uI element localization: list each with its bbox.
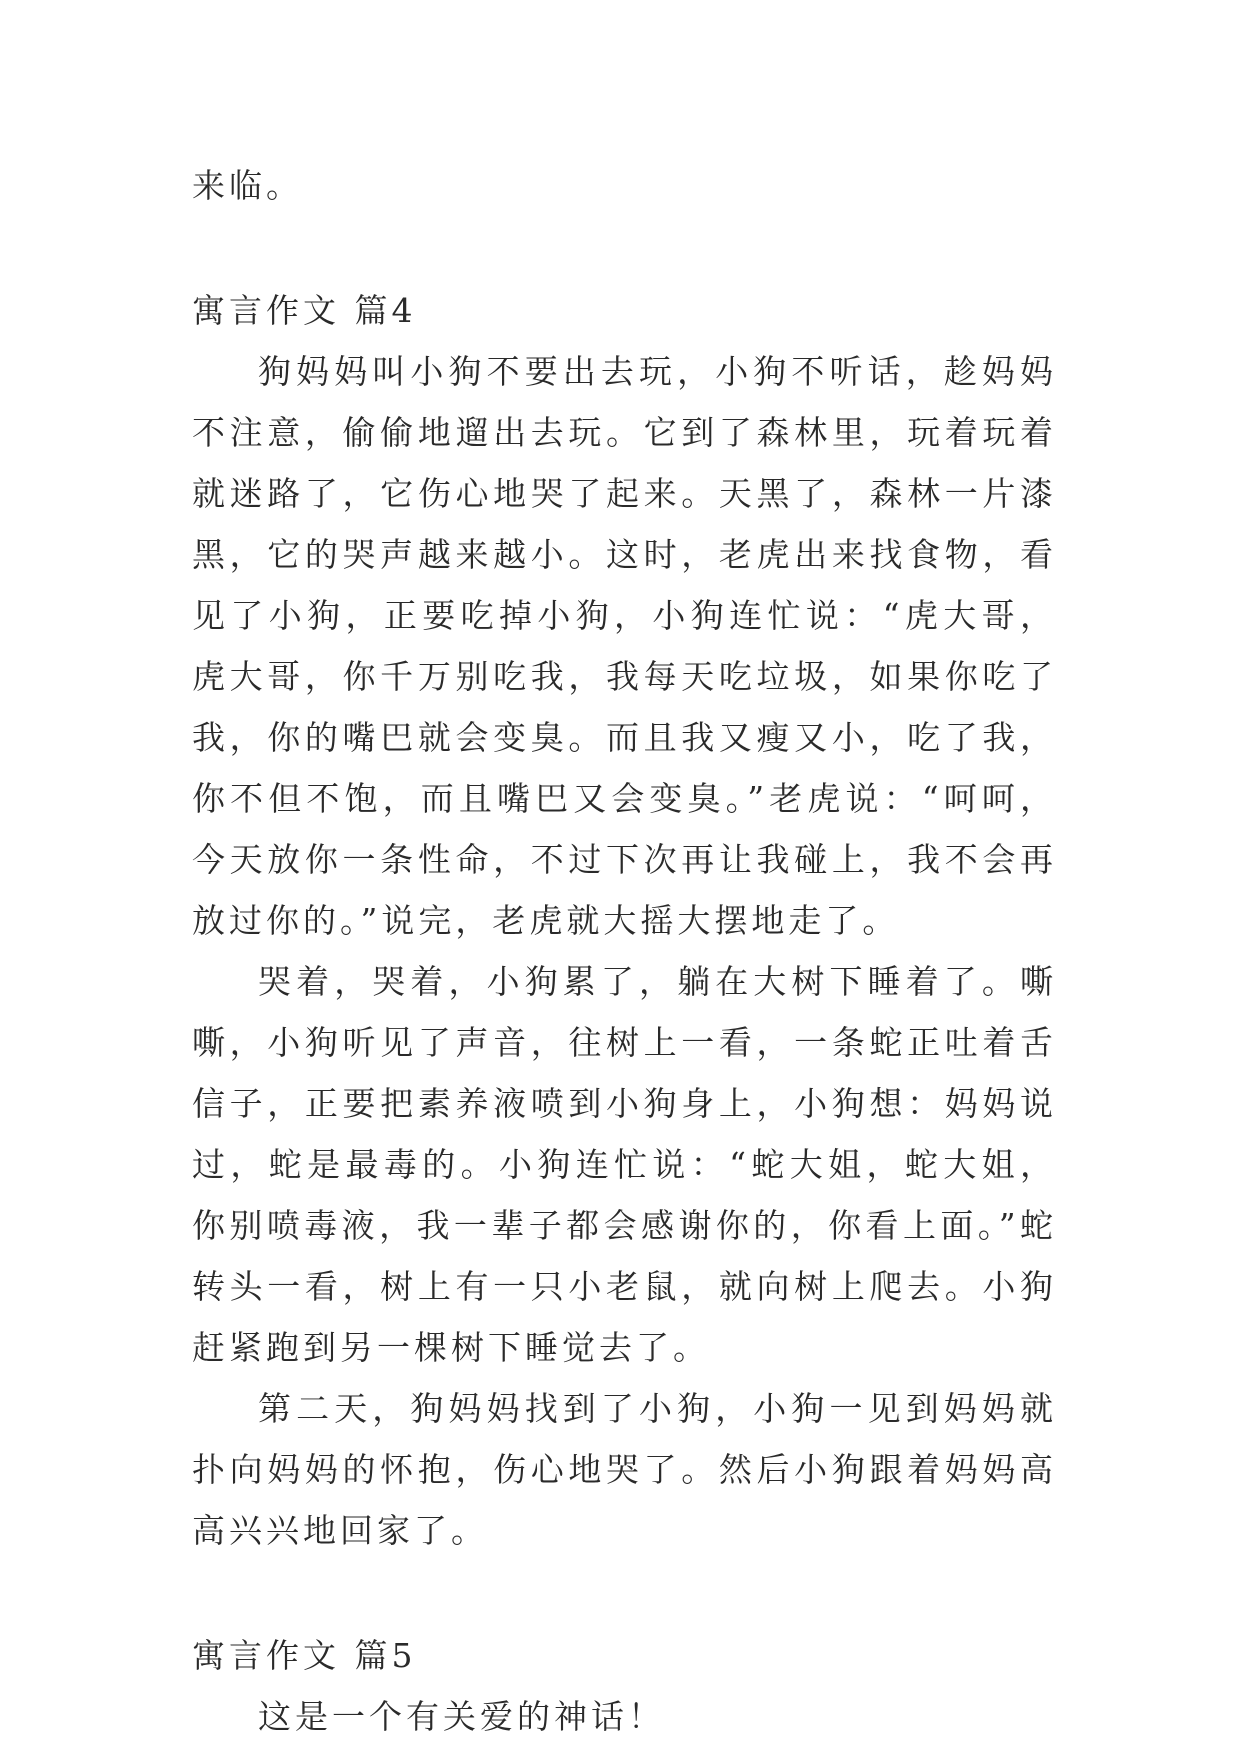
continuation-text: 来临。 [192, 166, 303, 205]
section-heading-5: 寓言作文 篇5 [192, 1636, 417, 1675]
section-heading-4: 寓言作文 篇4 [192, 291, 417, 330]
document-body [192, 155, 1057, 1747]
paragraph: 哭着，哭着，小狗累了，躺在大树下睡着了。嘶嘶，小狗听见了声音，往树上一看，一条蛇正吐着舌信子，正要把素养液喷到小狗身上，小狗想：妈妈说过，蛇是最毒的。小狗连忙说：“蛇大姐，蛇大姐，你别喷毒液，我一辈子都会感谢你的，你看上面。”蛇转头一看，树上有一只小老鼠，就向树上爬去。小狗赶紧跑到另一棵树下睡觉去了。 [192, 962, 1057, 1367]
section-spacer [192, 216, 1057, 280]
paragraph: 狗妈妈叫小狗不要出去玩，小狗不听话，趁妈妈不注意，偷偷地遛出去玩。它到了森林里，玩着玩着就迷路了，它伤心地哭了起来。天黑了，森林一片漆黑，它的哭声越来越小。这时，老虎出来找食物，看见了小狗，正要吃掉小狗，小狗连忙说：“虎大哥，虎大哥，你千万别吃我，我每天吃垃圾，如果你吃了我，你的嘴巴就会变臭。而且我又瘦又小，吃了我，你不但不饱，而且嘴巴又会变臭。”老虎说：“呵呵，今天放你一条性命，不过下次再让我碰上，我不会再放过你的。”说完，老虎就大摇大摆地走了。 [192, 352, 1057, 940]
paragraph: 这是一个有关爱的神话！ [258, 1697, 665, 1736]
section-spacer [192, 1561, 1057, 1625]
paragraph: 第二天，狗妈妈找到了小狗，小狗一见到妈妈就扑向妈妈的怀抱，伤心地哭了。然后小狗跟着妈妈高高兴兴地回家了。 [192, 1389, 1057, 1550]
